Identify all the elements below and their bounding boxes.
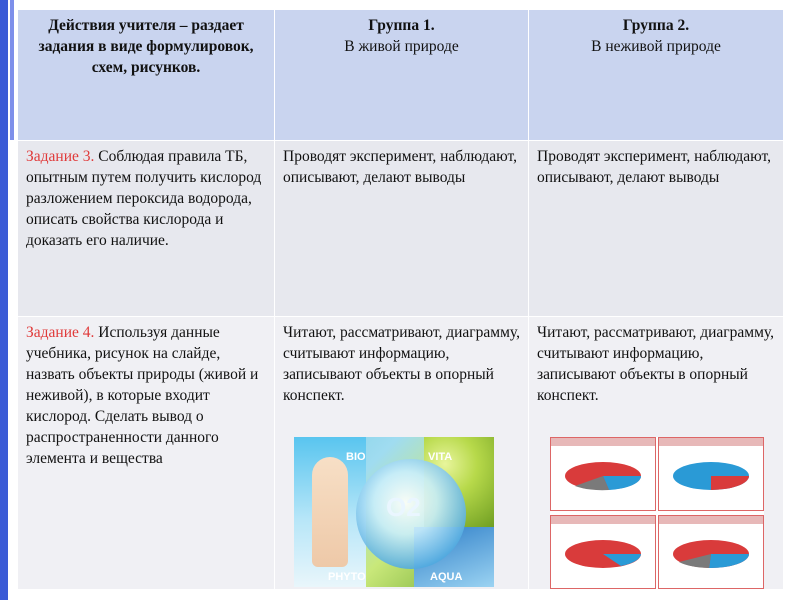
- task-4-label: Задание 4.: [26, 324, 95, 341]
- accent-bar-thin: [10, 0, 14, 140]
- header-group-1-subtitle: В живой природе: [344, 38, 459, 55]
- task-4-group-2: Читают, рассматривают, диаграмму, считывают информацию, записывают объекты в опорный конспект.: [529, 317, 784, 590]
- header-group-1-title: Группа 1.: [368, 17, 435, 34]
- header-group-2: [529, 10, 784, 141]
- table-header-row: [18, 10, 784, 141]
- label-bio: BIO: [346, 451, 366, 463]
- task-3-text: Соблюдая правила ТБ, опытным путем получить кислород разложением пероксида водорода, описать свойства кислорода и доказать его наличие.: [26, 148, 262, 249]
- pie-chart-living-organisms: [658, 515, 764, 589]
- accent-bar: [0, 0, 8, 600]
- header-teacher-actions: [18, 10, 275, 141]
- pie-chart-lithosphere: [550, 437, 656, 511]
- oxygen-distribution-charts-image: [550, 437, 764, 589]
- label-vita: VITA: [428, 451, 453, 463]
- header-teacher-actions-text: Действия учителя – раздает задания в виде формулировок, схем, рисунков.: [38, 17, 254, 76]
- task-3-group-2: Проводят эксперимент, наблюдают, описывают, делают выводы: [529, 141, 784, 317]
- person-figure: [312, 457, 348, 567]
- task-3-cell: [18, 141, 275, 317]
- task-4-text: Используя данные учебника, рисунок на слайде, назвать объекты природы (живой и неживой), в которые входит кислород. Сделать вывод о распространенности данного элемента и вещества: [26, 324, 259, 467]
- decorative-left-bars: [0, 0, 18, 600]
- o2-symbol: O2: [386, 492, 421, 522]
- oxygen-collage-image: [294, 437, 494, 587]
- table-row: [18, 141, 784, 317]
- label-aqua: AQUA: [430, 571, 463, 583]
- task-3-group-1: Проводят эксперимент, наблюдают, описывают, делают выводы: [275, 141, 529, 317]
- pie-chart-hydrosphere: [550, 515, 656, 589]
- pie-chart-atmosphere: [658, 437, 764, 511]
- header-group-1: [275, 10, 529, 141]
- task-3-label: Задание 3.: [26, 148, 95, 165]
- task-4-group-1: Читают, рассматривают, диаграмму, считывают информацию, записывают объекты в опорный конспект.: [275, 317, 529, 590]
- label-phyto: PHYTO: [328, 571, 366, 583]
- header-group-2-title: Группа 2.: [622, 17, 690, 34]
- header-group-2-subtitle: В неживой природе: [591, 38, 721, 55]
- task-4-cell: [18, 317, 275, 590]
